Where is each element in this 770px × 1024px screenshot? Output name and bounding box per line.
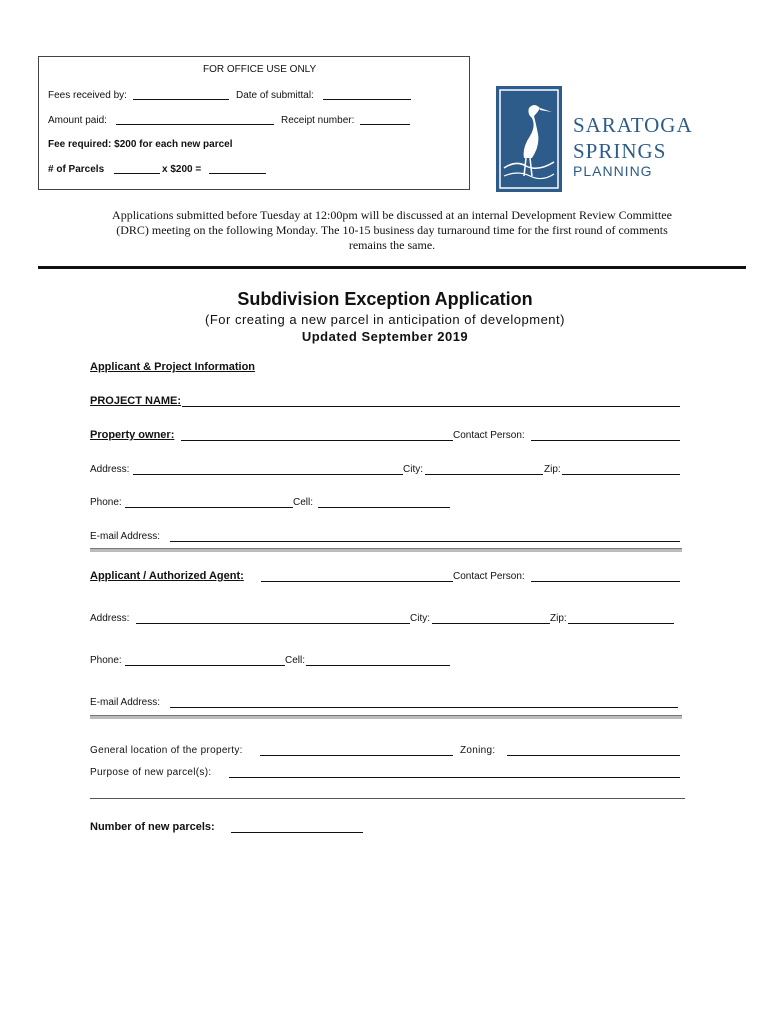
owner-cell-label: Cell: xyxy=(293,497,314,508)
number-parcels-label: Number of new parcels: xyxy=(90,821,215,833)
owner-email-label: E-mail Address: xyxy=(90,531,161,542)
project-name-label: PROJECT NAME: xyxy=(90,395,182,407)
heron-logo-icon xyxy=(496,86,562,192)
agent-address-label: Address: xyxy=(90,613,130,624)
receipt-number-field[interactable] xyxy=(360,115,410,125)
parcels-count-field[interactable] xyxy=(114,164,160,174)
agent-cell-field[interactable] xyxy=(306,665,450,666)
project-name-field[interactable] xyxy=(182,406,680,407)
agent-contact-label: Contact Person: xyxy=(453,571,525,582)
property-owner-field[interactable] xyxy=(181,440,453,441)
owner-cell-field[interactable] xyxy=(318,507,450,508)
owner-email-field[interactable] xyxy=(170,541,680,542)
receipt-number-label: Receipt number: xyxy=(281,115,355,126)
parcels-label: # of Parcels xyxy=(48,164,105,175)
section-separator xyxy=(90,548,682,552)
agent-name-field[interactable] xyxy=(261,581,453,582)
owner-address-field[interactable] xyxy=(133,474,403,475)
submission-notice xyxy=(38,208,746,253)
agent-cell-label: Cell: xyxy=(285,655,306,666)
parcels-mult-label: x $200 = xyxy=(162,164,202,175)
logo-planning: PLANNING xyxy=(573,163,653,179)
purpose-label: Purpose of new parcel(s): xyxy=(90,767,212,778)
notice-line-1: Applications submitted before Tuesday at 12:00pm will be discussed at an internal Development Review Committee xyxy=(112,208,672,222)
agent-zip-label: Zip: xyxy=(550,613,567,624)
number-parcels-field[interactable] xyxy=(231,832,363,833)
date-submittal-field[interactable] xyxy=(323,90,411,100)
zoning-field[interactable] xyxy=(507,755,680,756)
zoning-label: Zoning: xyxy=(460,745,496,756)
section-title-applicant: Applicant & Project Information xyxy=(90,361,256,373)
agent-phone-field[interactable] xyxy=(125,665,285,666)
fee-required-text: Fee required: $200 for each new parcel xyxy=(48,139,233,150)
general-location-label: General location of the property: xyxy=(90,745,243,756)
fees-received-label: Fees received by: xyxy=(48,90,127,101)
owner-city-field[interactable] xyxy=(425,474,543,475)
agent-phone-label: Phone: xyxy=(90,655,122,666)
owner-phone-field[interactable] xyxy=(125,507,293,508)
agent-label: Applicant / Authorized Agent: xyxy=(90,570,244,582)
fees-received-field[interactable] xyxy=(133,90,229,100)
amount-paid-field[interactable] xyxy=(116,115,274,125)
owner-contact-label: Contact Person: xyxy=(453,430,525,441)
notice-line-3: remains the same. xyxy=(348,238,436,252)
agent-contact-field[interactable] xyxy=(531,581,680,582)
logo-saratoga: SARATOGA xyxy=(573,113,693,137)
notice-line-2: (DRC) meeting on the following Monday. The 10-15 business day turnaround time for the first round of comments xyxy=(116,223,668,237)
property-owner-label: Property owner: xyxy=(90,429,175,441)
page-title: Subdivision Exception Application xyxy=(237,289,533,309)
owner-zip-field[interactable] xyxy=(562,474,680,475)
owner-contact-field[interactable] xyxy=(531,440,680,441)
owner-zip-label: Zip: xyxy=(544,464,561,475)
owner-city-label: City: xyxy=(403,464,423,475)
purpose-field[interactable] xyxy=(229,777,680,778)
agent-email-label: E-mail Address: xyxy=(90,697,161,708)
amount-paid-label: Amount paid: xyxy=(48,115,107,126)
logo-springs: SPRINGS xyxy=(573,139,667,163)
agent-city-label: City: xyxy=(410,613,430,624)
agent-address-field[interactable] xyxy=(136,623,410,624)
divider-thick xyxy=(38,266,746,269)
section-separator xyxy=(90,715,682,719)
parcels-total-field[interactable] xyxy=(209,164,266,174)
general-location-field[interactable] xyxy=(260,755,453,756)
agent-zip-field[interactable] xyxy=(568,623,674,624)
agent-city-field[interactable] xyxy=(432,623,550,624)
updated-date: Updated September 2019 xyxy=(301,329,469,344)
agent-email-field[interactable] xyxy=(170,707,678,708)
date-submittal-label: Date of submittal: xyxy=(236,90,314,101)
page-subtitle: (For creating a new parcel in anticipation of development) xyxy=(205,312,565,327)
office-title: FOR OFFICE USE ONLY xyxy=(203,64,317,75)
purpose-field-line-2[interactable] xyxy=(90,798,685,799)
owner-address-label: Address: xyxy=(90,464,130,475)
owner-phone-label: Phone: xyxy=(90,497,122,508)
